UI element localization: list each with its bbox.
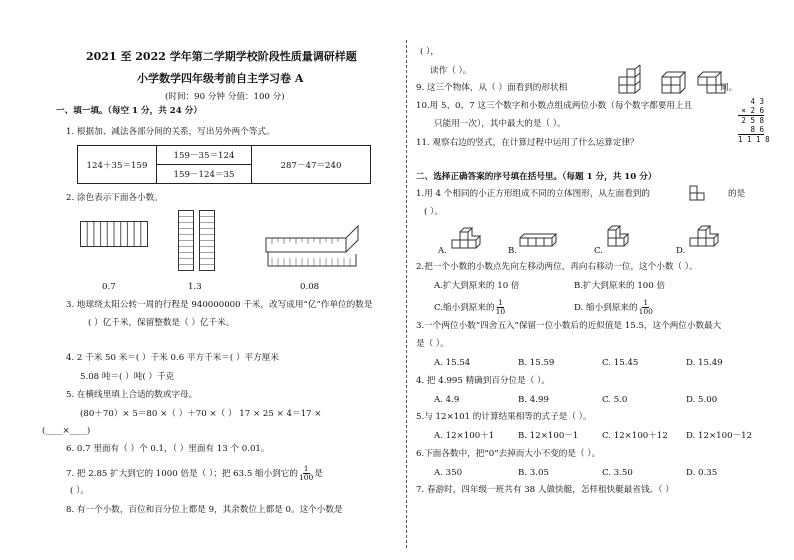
s2-q5-option-d[interactable]: D. 12×100－12 [686,431,753,441]
question-8-read: 读作（ ）。 [430,66,472,76]
question-7-end: 是 [314,469,323,479]
s2-q1-option-d[interactable]: D. [676,246,686,256]
s2-q1-option-c[interactable]: C. [594,246,604,256]
q2d-fraction-num: 1 [643,298,649,307]
s2-q5-option-c[interactable]: C. 12×100＋12 [602,431,668,441]
left-column [40,0,402,560]
s2-q6-option-d[interactable]: D. 0.35 [686,468,718,478]
column-divider [406,40,407,548]
question-3-line1: 3. 地球绕太阳公转一周的行程是 940000000 千米，改写成用“亿”作单位的数是 [66,300,373,310]
solid-2-icon [656,70,690,96]
s2-q2-option-b[interactable]: B.扩大到原来的 100 倍 [574,281,666,291]
equation-cell-3: 287－47＝240 [252,146,371,184]
q2d-fraction [639,299,653,316]
s2-q2-option-c-text: C.缩小到原来的 [434,303,495,313]
s2-q1-option-a[interactable]: A. [438,246,447,256]
equation-table [77,145,371,184]
s2-question-2: 2.把一个小数的小数点先向左移动两位，再向右移动一位，这个小数（ ）。 [416,262,698,272]
question-10-line2: 只能用一次），其中最大的是（ ）。 [434,119,566,129]
s2-q2-option-d[interactable] [574,298,654,318]
equation-cell-2a: 159－35＝124 [157,146,252,165]
vertical-calc [738,97,770,144]
s2-q2-option-c[interactable] [434,298,506,318]
s2-question-3-line2: 是（ ）。 [416,339,449,349]
question-7-line2: ( ）。 [70,486,89,496]
question-8-cont: ( ）， [420,47,439,57]
s2-q2-option-a[interactable]: A.扩大到原来的 10 倍 [434,281,520,291]
s2-q4-option-a[interactable]: A. 4.9 [434,395,460,405]
question-5-line1: 5. 在横线里填上合适的数或字母。 [66,390,198,400]
question-11: 11. 观察右边的竖式，在计算过程中运用了什么运算定律？ [416,138,639,148]
question-10-line1: 10.用 5、0、7 这三个数字和小数点组成两位小数（每个数字都要用上且 [416,101,693,111]
vertical-row-3: 2 5 8 [741,116,764,125]
s2-q6-option-c[interactable]: C. 3.50 [602,468,633,478]
q7-fraction-den: 100 [299,473,314,482]
vertical-row-4: 8 6 [738,125,764,135]
vertical-row-2: × 2 6 [738,106,764,116]
section1-heading: 一、填一填。（每空 1 分，共 24 分） [56,106,202,116]
decimal-label-2: 1.3 [188,282,202,292]
question-9-end: 同。 [720,83,738,93]
tenths-grid-figure [80,221,148,247]
s2-q3-option-c[interactable]: C. 15.45 [602,358,639,368]
s2-q1-option-b[interactable]: B. [508,246,518,256]
exam-meta: (时间：90 分钟 分值：100 分) [165,92,285,102]
question-9: 9. 这三个物体，从（ ）面看到的形状相 [416,83,568,93]
option-c-solid-icon [606,226,634,252]
left-view-icon [688,184,708,204]
two-strips-figure [178,210,216,272]
option-b-solid-icon [518,232,558,250]
question-5-line3: (____×____) [42,426,91,436]
vertical-row-5: 1 1 1 8 [738,135,770,144]
s2-question-5: 5.与 12×101 的计算结果相等的式子是（ ）。 [416,412,592,422]
q7-fraction [299,465,313,482]
question-2: 2. 涂色表示下面各小数。 [66,193,163,203]
right-column [414,0,770,560]
q2c-fraction-den: 10 [495,307,506,316]
ruler-figure [264,222,360,268]
s2-q6-option-a[interactable]: A. 350 [434,468,463,478]
option-d-solid-icon [688,226,722,252]
exam-subtitle: 小学数学四年级考前自主学习卷 A [137,72,304,85]
question-1: 1. 根据加、减法各部分间的关系，写出另外两个等式。 [66,127,275,137]
question-4-line2: 5.08 吨＝( ）吨( ）千克 [80,372,175,382]
s2-q2-option-d-text: D. 缩小到原来的 [574,303,638,313]
s2-question-3-line1: 3.一个两位小数“四舍五入”保留一位小数后的近似值是 15.5，这个两位小数最大 [416,321,722,331]
q2d-fraction-den: 100 [638,307,653,316]
s2-question-6: 6.下面各数中，把“0”去掉而大小不变的是（ ）。 [416,449,601,459]
question-3-line2: ( ）亿千米，保留整数是（ ）亿千米。 [88,318,235,328]
s2-q3-option-b[interactable]: B. 15.59 [518,358,555,368]
s2-question-4: 4. 把 4.995 精确到百分位是（ ）。 [416,376,550,386]
vertical-row-1: 4 3 [750,97,764,106]
s2-question-1-end: 的是 [728,189,746,199]
equation-cell-2b: 159－124＝35 [157,165,252,184]
s2-q5-option-a[interactable]: A. 12×100＋1 [434,431,495,441]
question-7-line1 [66,465,323,482]
s2-q6-option-b[interactable]: B. 3.05 [518,468,549,478]
question-8: 8. 有一个小数，百位和百分位上都是 9，其余数位上都是 0。这个小数是 [66,505,343,515]
q7-fraction-num: 1 [303,464,309,473]
s2-q4-option-c[interactable]: C. 5.0 [602,395,628,405]
q2c-fraction-num: 1 [497,298,503,307]
decimal-label-1: 0.7 [102,282,116,292]
exam-title: 2021 至 2022 学年第二学期学校阶段性质量调研样题 [86,50,357,63]
s2-question-7: 7. 春游时，四年级一班共有 38 人做快艇，怎样租快艇最省钱。（ ） [416,485,674,495]
question-6: 6. 0.7 里面有（ ）个 0.1，（ ）里面有 13 个 0.01。 [66,444,270,454]
s2-q4-option-d[interactable]: D. 5.00 [686,395,718,405]
decimal-label-3: 0.08 [300,282,320,292]
q2c-fraction [496,299,506,316]
s2-q3-option-a[interactable]: A. 15.54 [434,358,471,368]
s2-q3-option-d[interactable]: D. 15.49 [686,358,723,368]
option-a-solid-icon [450,228,484,250]
question-5-line2: (80＋70）× 5＝80 ×（ ）＋70 ×（ ） 17 × 25 × 4＝17 × [80,409,322,419]
question-4-line1: 4. 2 千米 50 米＝( ）千米 0.6 平方千米＝( ）平方厘米 [66,353,279,363]
s2-question-1-line2: ( ）。 [424,207,443,217]
s2-q5-option-b[interactable]: B. 12×100－1 [518,431,579,441]
s2-question-1-line1: 1.用 4 个相同的小正方形组成不同的立体图形，从左面看到的 [416,189,650,199]
solid-1-icon [618,68,648,94]
equation-cell-1: 124＋35＝159 [78,146,157,184]
section2-heading: 二、选择正确答案的序号填在括号里。（每题 1 分，共 10 分） [416,172,657,182]
s2-q4-option-b[interactable]: B. 4.99 [518,395,549,405]
question-7-text: 7. 把 2.85 扩大到它的 1000 倍是（ ）；把 63.5 缩小到它的 [66,469,298,479]
